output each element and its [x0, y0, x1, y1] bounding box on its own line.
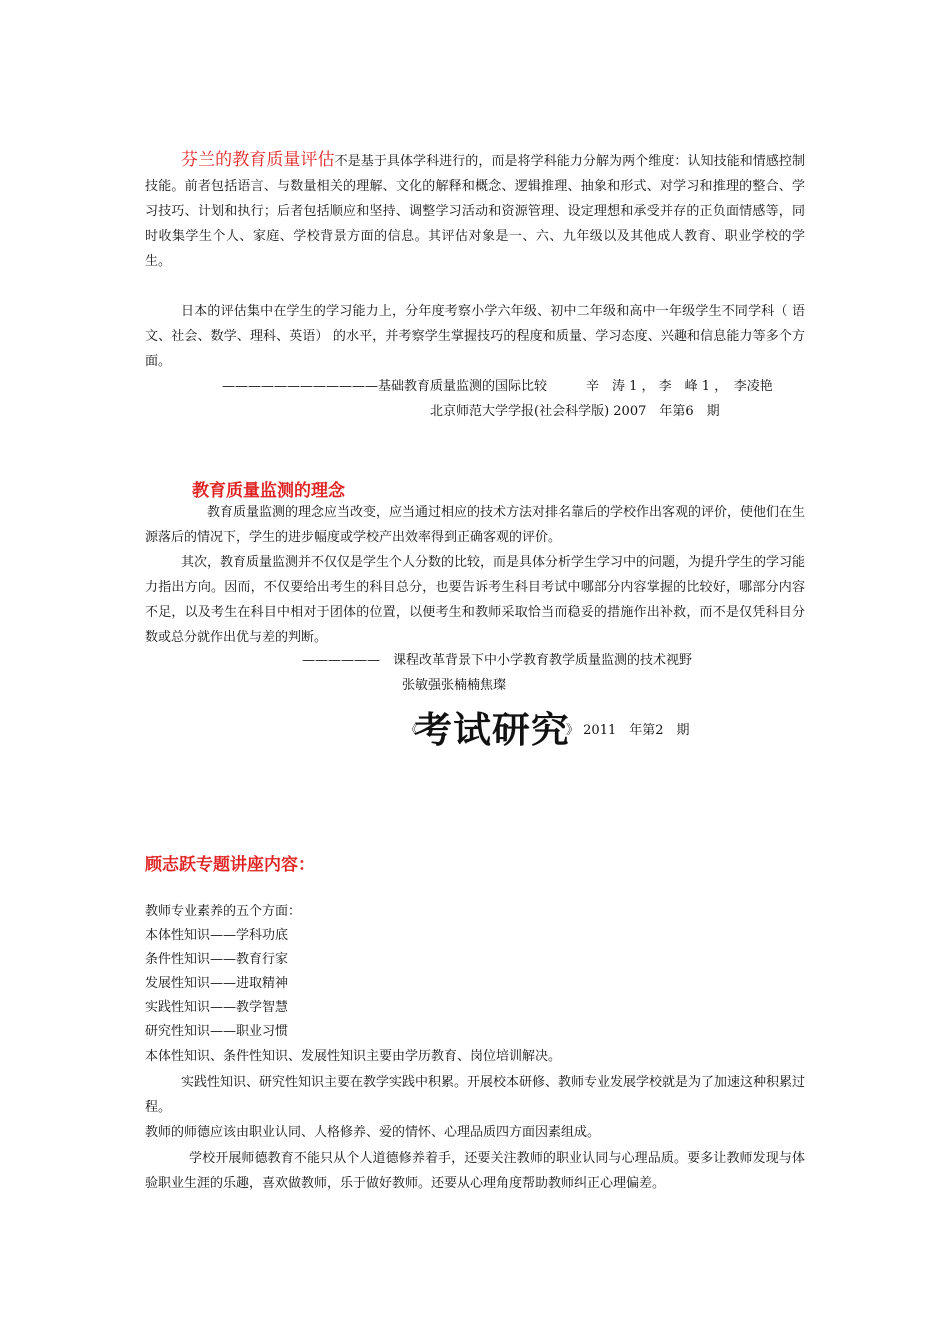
- citation-1-title: ————————————基础教育质量监测的国际比较 辛 涛 1 ， 李 峰 1 ， 李凌艳: [222, 379, 773, 394]
- list-item: 研究性知识——职业习惯: [145, 1024, 289, 1039]
- lecture-heading: 顾志跃专题讲座内容：: [145, 855, 315, 875]
- list-item: 本体性知识——学科功底: [145, 928, 289, 943]
- five-aspects-intro: 教师专业素养的五个方面：: [145, 904, 302, 919]
- monitoring-paragraph-1: 教育质量监测的理念应当改变，应当通过相应的技术方法对排名靠后的学校作出客观的评价，使他们在生源落后的情况下，学生的进步幅度或学校产出效率得到正确客观的评价。: [145, 505, 806, 545]
- citation-2-title: —————— 课程改革背景下中小学教育教学质量监测的技术视野: [302, 653, 693, 668]
- japan-paragraph: 日本的评估集中在学生的学习能力上，分年度考察小学六年级、初中二年级和高中一年级学生不同学科（ 语文、社会、数学、理科、英语） 的水平，并考察学生掌握技巧的程度和质量、学习态度、兴趣和信息能力等多个方面。: [145, 304, 805, 369]
- journal-issue: 》 2011 年第2 期: [566, 723, 690, 738]
- finland-lead: 芬兰的教育质量评估: [181, 150, 335, 170]
- monitoring-heading: 教育质量监测的理念: [192, 481, 345, 501]
- finland-text: 不是基于具体学科进行的，而是将学科能力分解为两个维度：认知技能和情感控制技能。前者包括语言、与数量相关的理解、文化的解释和概念、逻辑推理、抽象和形式、对学习和推理的整合、学习技巧、计划和执行；后者包括顺应和坚持、调整学习活动和资源管理、设定理想和承受并存的正负面情感等，同时收集学生个人、家庭、学校背景方面的信息。其评估对象是一、六、九年级以及其他成人教育、职业学校的学生。: [145, 154, 805, 269]
- citation-2-authors: 张敏强张楠楠焦璨: [402, 678, 507, 693]
- knowledge-summary: 本体性知识、条件性知识、发展性知识主要由学历教育、岗位培训解决。: [145, 1049, 562, 1064]
- exam-research-logo: 考试研究: [414, 710, 570, 751]
- practice-paragraph: 实践性知识、研究性知识主要在教学实践中积累。开展校本研修、教师专业发展学校就是为了加速这种积累过程。: [145, 1075, 806, 1115]
- citation-1-journal: 北京师范大学学报(社会科学版) 2007 年第6 期: [430, 404, 720, 419]
- list-item: 发展性知识——进取精神: [145, 976, 289, 991]
- monitoring-paragraph-2: 其次，教育质量监测并不仅仅是学生个人分数的比较，而是具体分析学生学习中的问题，为提升学生的学习能力指出方向。因而，不仅要给出考生的科目总分，也要告诉考生科目考试中哪部分内容掌握的比较好，哪部分内容不足，以及考生在科目中相对于团体的位置，以便考生和教师采取恰当而稳妥的措施作出补救，而不是仅凭科目分数或总分就作出优与差的判断。: [145, 555, 806, 645]
- ethics-line: 教师的师德应该由职业认同、人格修养、爱的情怀、心理品质四方面因素组成。: [145, 1125, 601, 1140]
- list-item: 实践性知识——教学智慧: [145, 1000, 289, 1015]
- finland-paragraph: [145, 148, 805, 274]
- citation-2-journal: [405, 712, 690, 750]
- journal-open-bracket: 《: [405, 723, 419, 738]
- school-ethics-paragraph: 学校开展师德教育不能只从个人道德修养着手，还要关注教师的职业认同与心理品质。要多让教师发现与体验职业生涯的乐趣，喜欢做教师，乐于做好教师。还要从心理角度帮助教师纠正心理偏差。: [145, 1151, 805, 1191]
- list-item: 条件性知识——教育行家: [145, 952, 289, 967]
